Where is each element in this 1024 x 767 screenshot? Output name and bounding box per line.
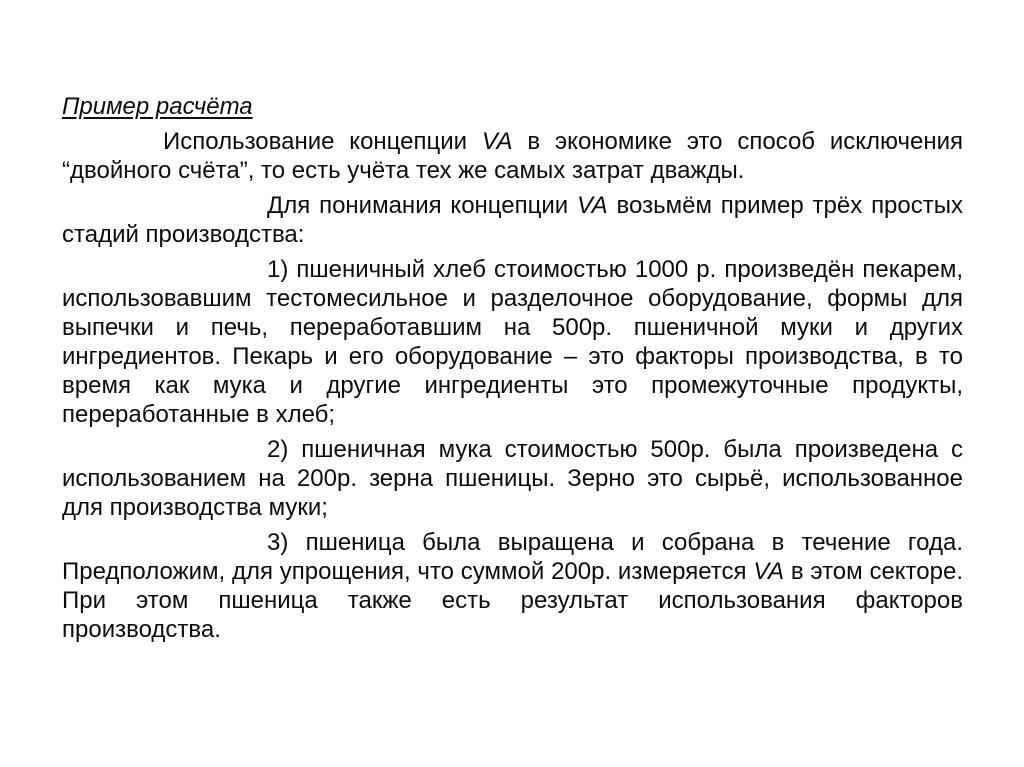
text-run: 1) пшеничный хлеб стоимостью 1000 р. произведён пекарем, использовавшим тестомесильное и разделочное оборудование, формы для выпечки и печь, переработавшим на 500р. пшеничной муки и других ингредиентов. Пекарь и его оборудование – это факторы производства, в то время как мука и другие ингредиенты это промежуточные продукты, переработанные в хлеб; <box>62 256 963 428</box>
text-run: Для понимания концепции <box>267 192 577 219</box>
slide-text-block <box>62 92 963 650</box>
text-run: Использование концепции <box>163 128 482 155</box>
text-run: в этом секторе. При этом пшеница также есть результат использования факторов производства. <box>62 558 963 643</box>
text-run: возьмём пример трёх простых стадий производства: <box>62 192 963 248</box>
slide-title <box>62 92 963 121</box>
list-item-3 <box>62 528 963 644</box>
slide-title-text: Пример расчёта <box>62 93 253 120</box>
text-run: 2) пшеничная мука стоимостью 500р. была произведена с использованием на 200р. зерна пшеницы. Зерно это сырьё, использованное для производства муки; <box>62 436 963 521</box>
paragraph-intro <box>62 127 963 185</box>
text-run: 3) пшеница была выращена и собрана в течение года. Предположим, для упрощения, что суммой 200р. измеряется <box>62 529 963 585</box>
text-run: в экономике это способ исключения “двойного счёта”, то есть учёта тех же самых затрат дважды. <box>62 128 963 184</box>
va-term: VA <box>577 192 608 219</box>
va-term: VA <box>481 128 513 155</box>
paragraph-lead-in <box>62 191 963 249</box>
va-term: VA <box>753 558 785 585</box>
list-item-2 <box>62 435 963 522</box>
list-item-1 <box>62 255 963 429</box>
